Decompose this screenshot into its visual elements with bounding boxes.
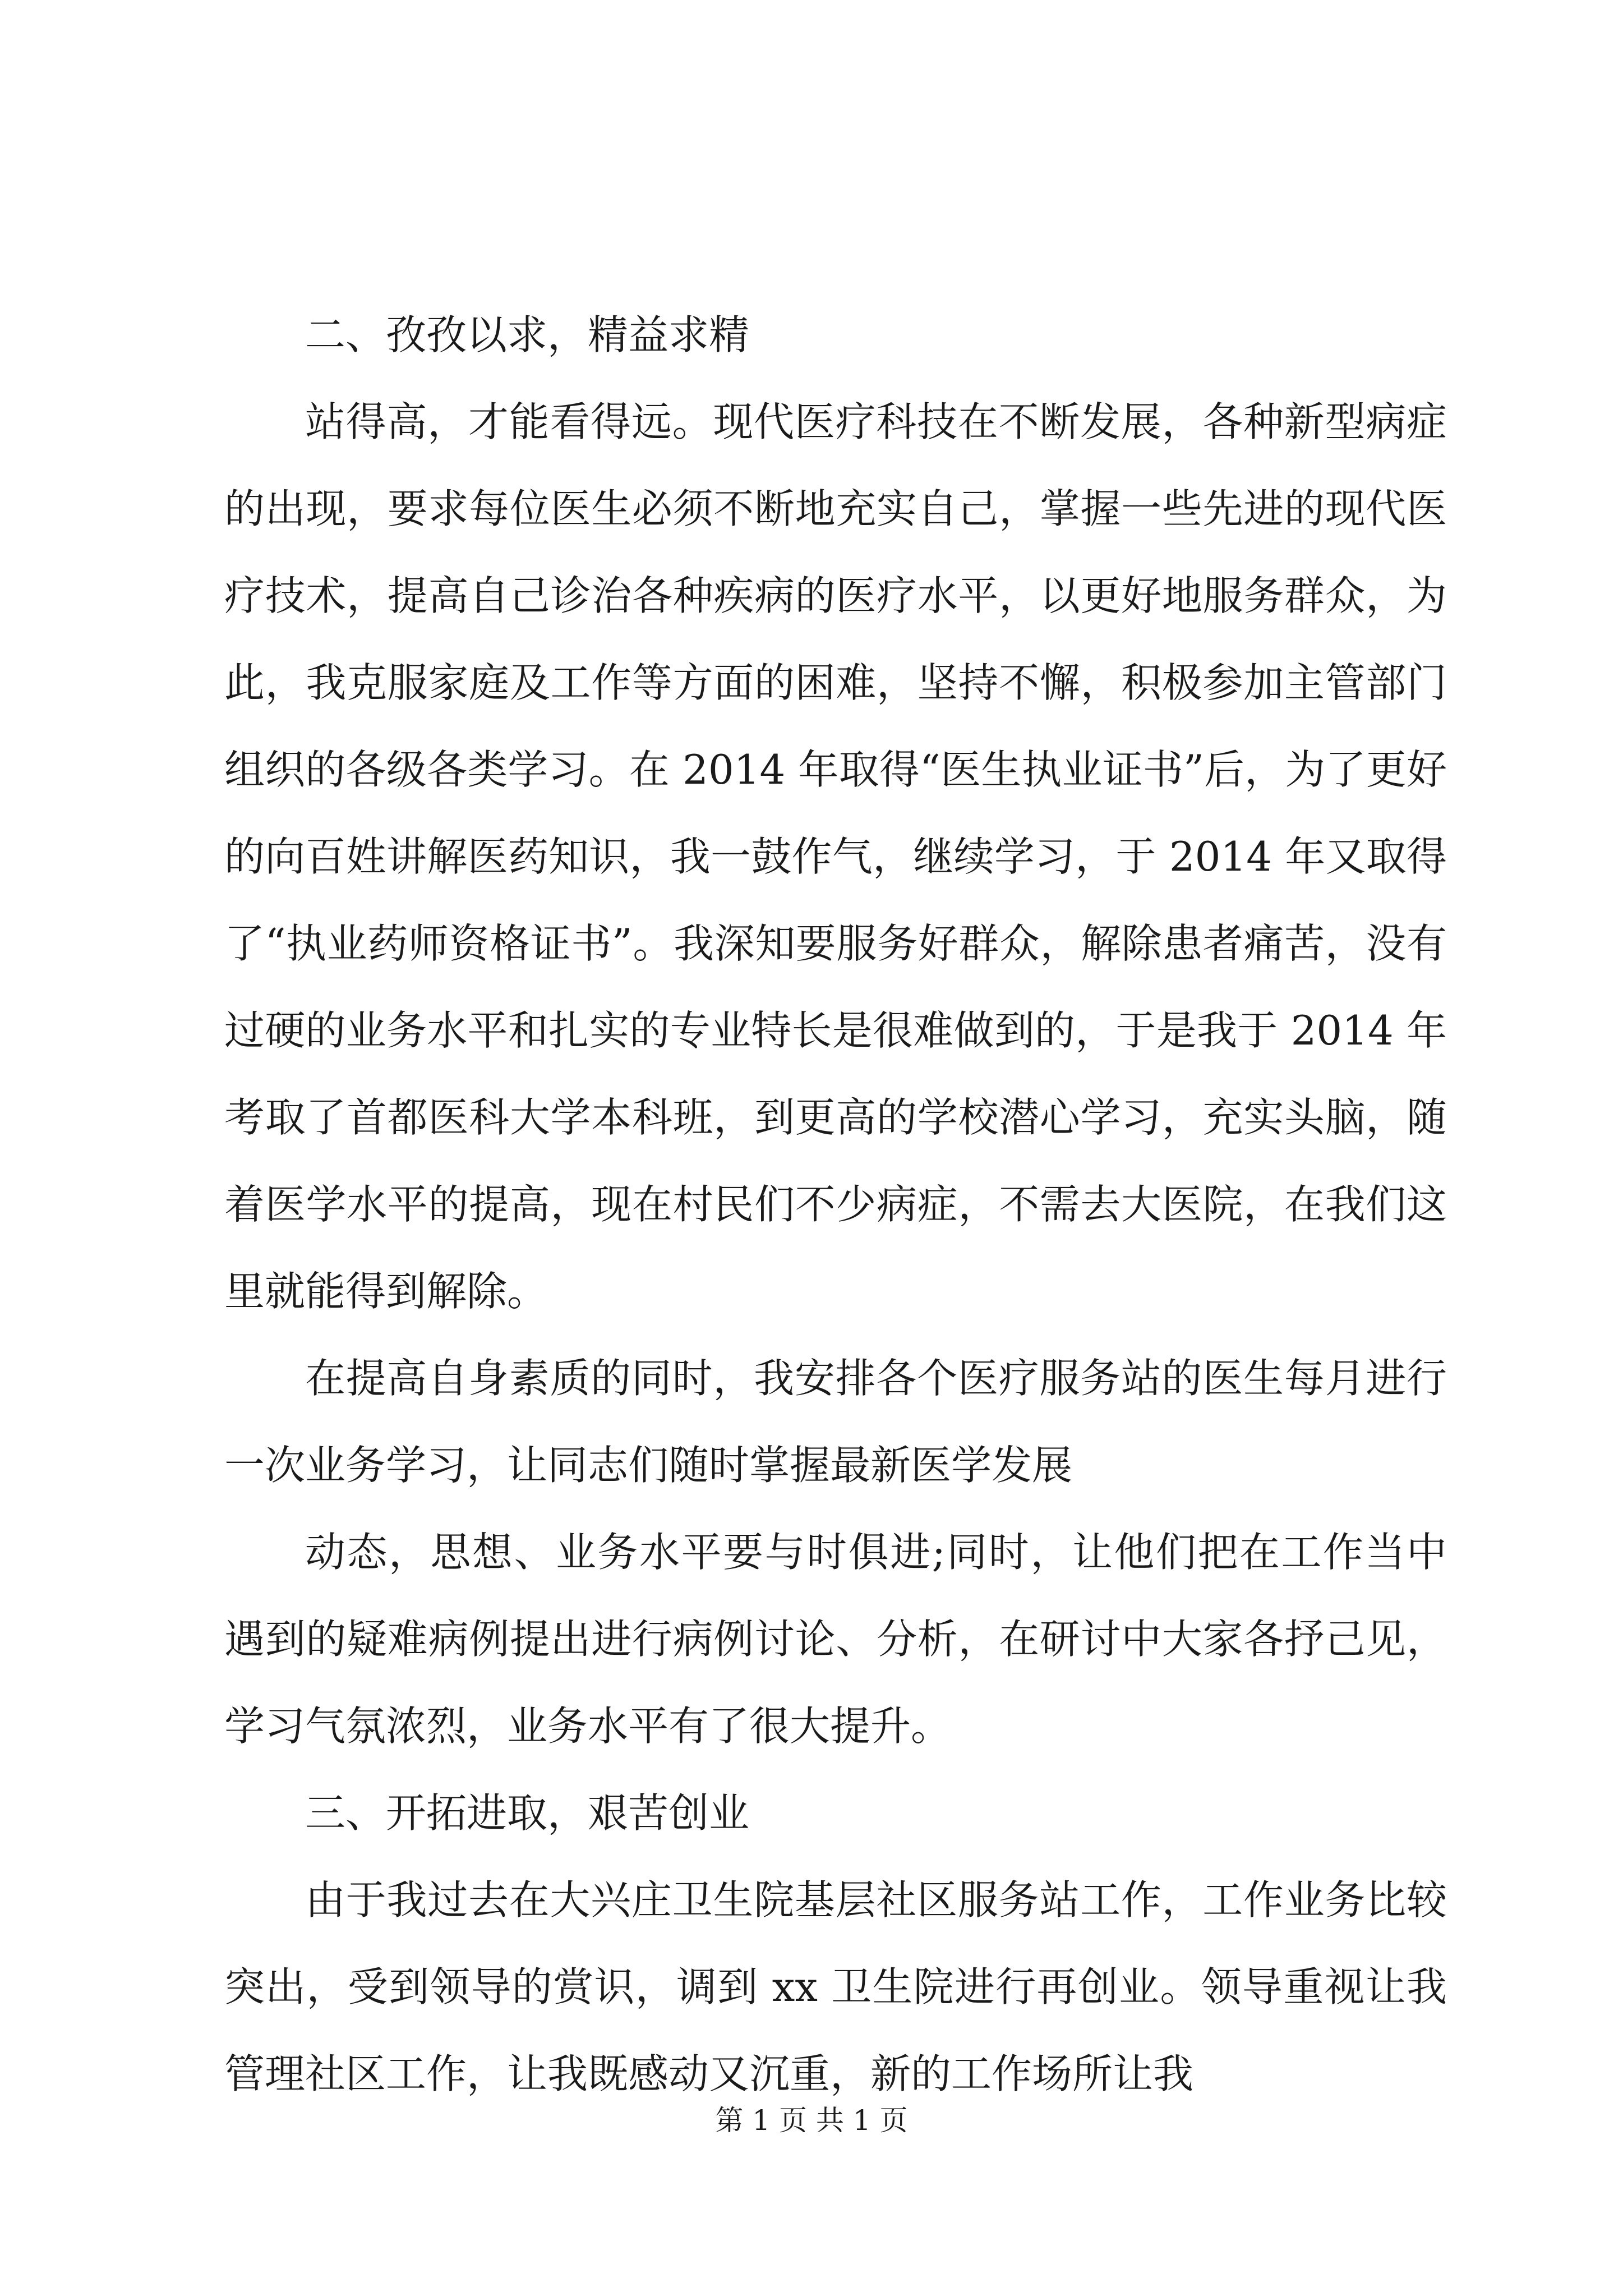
section-heading-2: 二、孜孜以求，精益求精 <box>305 311 750 358</box>
paragraph-discussion: 动态，思想、业务水平要与时俱进;同时，让他们把在工作当中遇到的疑难病例提出进行病例讨论、分析，在研讨中大家各抒己见，学习气氛浓烈，业务水平有了很大提升。 <box>224 1529 1447 1750</box>
paragraph-transfer: 由于我过去在大兴庄卫生院基层社区服务站工作，工作业务比较突出，受到领导的赏识，调到 xx 卫生院进行再创业。领导重视让我管理社区工作，让我既感动又沉重，新的工作场所让我 <box>224 1876 1447 2097</box>
paragraph-study: 站得高，才能看得远。现代医疗科技在不断发展，各种新型病症的出现，要求每位医生必须不断地充实自己，掌握一些先进的现代医疗技术，提高自己诊治各种疾病的医疗水平，以更好地服务群众，为此，我克服家庭及工作等方面的困难，坚持不懈，积极参加主管部门组织的各级各类学习。在 2014 年取得“医生执业证书”后，为了更好的向百姓讲解医药知识，我一鼓作气，继续学习，于 2014 年又取得了“执业药师资格证书”。我深知要服务好群众，解除患者痛苦，没有过硬的业务水平和扎实的专业特长是很难做到的，于是我于 2014 年考取了首都医科大学本科班，到更高的学校潜心学习，充实头脑，随着医学水平的提高，现在村民们不少病症，不需去大医院，在我们这里就能得到解除。 <box>224 398 1447 1315</box>
page-footer: 第 1 页 共 1 页 <box>715 2104 908 2137</box>
document-body <box>224 292 1447 2118</box>
section-heading-3: 三、开拓进取，艰苦创业 <box>305 1789 750 1837</box>
paragraph-training: 在提高自身素质的同时，我安排各个医疗服务站的医生每月进行一次业务学习，让同志们随时掌握最新医学发展 <box>224 1355 1447 1489</box>
